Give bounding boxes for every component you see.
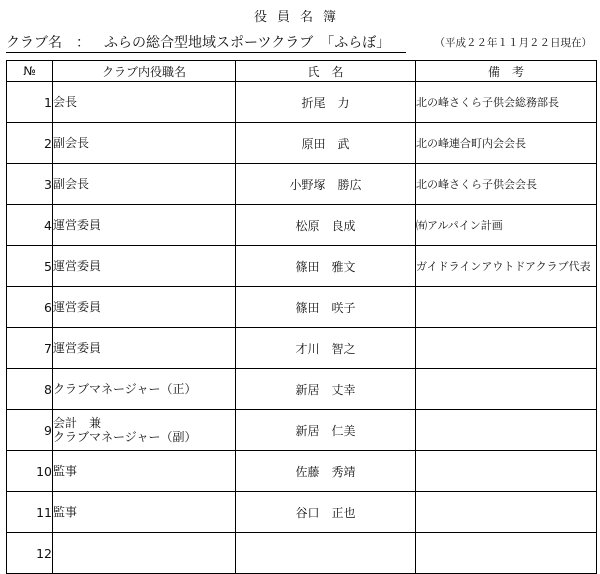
role-text: 副会長 (53, 136, 90, 150)
table-row (7, 287, 597, 328)
role-text: 監事 (53, 464, 78, 478)
club-name-label: クラブ名 (6, 35, 62, 51)
document-title: 役員名簿 (253, 10, 346, 25)
table-row (7, 246, 597, 287)
person-name: 谷口 正也 (236, 492, 416, 533)
column-header-no: № (7, 61, 53, 82)
row-number: 2 (7, 123, 53, 164)
row-number: 9 (7, 410, 53, 451)
remarks-cell: ㈲アルパイン計画 (416, 205, 597, 246)
club-name-colon: ： (76, 35, 90, 51)
row-number: 8 (7, 369, 53, 410)
row-number: 1 (7, 82, 53, 123)
remarks-cell: 北の峰さくら子供会総務部長 (416, 82, 597, 123)
club-name-line (6, 32, 390, 52)
row-number: 5 (7, 246, 53, 287)
remarks-cell: ガイドラインアウトドアクラブ代表 (416, 246, 597, 287)
remarks-cell (416, 451, 597, 492)
person-name: 小野塚 勝広 (236, 164, 416, 205)
person-name: 才川 智之 (236, 328, 416, 369)
column-header-note: 備 考 (416, 61, 597, 82)
role-text: 運営委員 (53, 300, 102, 314)
table-row (7, 369, 597, 410)
role-text: 運営委員 (53, 341, 102, 355)
table-row (7, 451, 597, 492)
role-cell (53, 451, 236, 492)
role-text: クラブマネージャー（正） (53, 382, 197, 396)
role-cell (53, 82, 236, 123)
person-name: 原田 武 (236, 123, 416, 164)
role-text: 会計 兼 (53, 416, 102, 430)
role-cell (53, 492, 236, 533)
person-name: 松原 良成 (236, 205, 416, 246)
remarks-cell (416, 410, 597, 451)
person-name (236, 533, 416, 574)
club-name-value: ふらの総合型地域スポーツクラブ 「ふらぼ」 (104, 35, 391, 51)
row-number: 7 (7, 328, 53, 369)
role-text: 監事 (53, 505, 78, 519)
table-row (7, 205, 597, 246)
role-cell (53, 369, 236, 410)
role-text: 運営委員 (53, 218, 102, 232)
role-text: クラブマネージャー（副） (53, 430, 197, 444)
row-number: 12 (7, 533, 53, 574)
person-name: 佐藤 秀靖 (236, 451, 416, 492)
role-cell (53, 533, 236, 574)
officer-roster-table (6, 60, 597, 574)
club-header (0, 30, 600, 54)
remarks-cell (416, 492, 597, 533)
person-name: 篠田 雅文 (236, 246, 416, 287)
remarks-cell (416, 328, 597, 369)
role-cell (53, 246, 236, 287)
row-number: 3 (7, 164, 53, 205)
person-name: 新居 仁美 (236, 410, 416, 451)
roster-body (7, 82, 597, 574)
row-number: 11 (7, 492, 53, 533)
table-row (7, 164, 597, 205)
role-cell (53, 410, 236, 451)
role-cell (53, 287, 236, 328)
role-cell (53, 123, 236, 164)
remarks-cell: 北の峰連合町内会会長 (416, 123, 597, 164)
table-row (7, 82, 597, 123)
person-name: 折尾 力 (236, 82, 416, 123)
role-cell (53, 205, 236, 246)
row-number: 10 (7, 451, 53, 492)
row-number: 4 (7, 205, 53, 246)
remarks-cell (416, 369, 597, 410)
role-text: 副会長 (53, 177, 90, 191)
column-header-role: クラブ内役職名 (53, 61, 236, 82)
table-row (7, 533, 597, 574)
table-row (7, 410, 597, 451)
column-header-name: 氏 名 (236, 61, 416, 82)
table-row (7, 328, 597, 369)
remarks-cell (416, 287, 597, 328)
table-row (7, 492, 597, 533)
as-of-date: （平成２２年１１月２２日現在） (434, 37, 592, 49)
role-text: 会長 (53, 95, 78, 109)
person-name: 新居 丈幸 (236, 369, 416, 410)
row-number: 6 (7, 287, 53, 328)
remarks-cell: 北の峰さくら子供会会長 (416, 164, 597, 205)
person-name: 篠田 咲子 (236, 287, 416, 328)
table-row (7, 123, 597, 164)
role-text: 運営委員 (53, 259, 102, 273)
table-header-row (7, 61, 597, 82)
role-cell (53, 164, 236, 205)
role-cell (53, 328, 236, 369)
remarks-cell (416, 533, 597, 574)
header-underline (6, 52, 406, 53)
